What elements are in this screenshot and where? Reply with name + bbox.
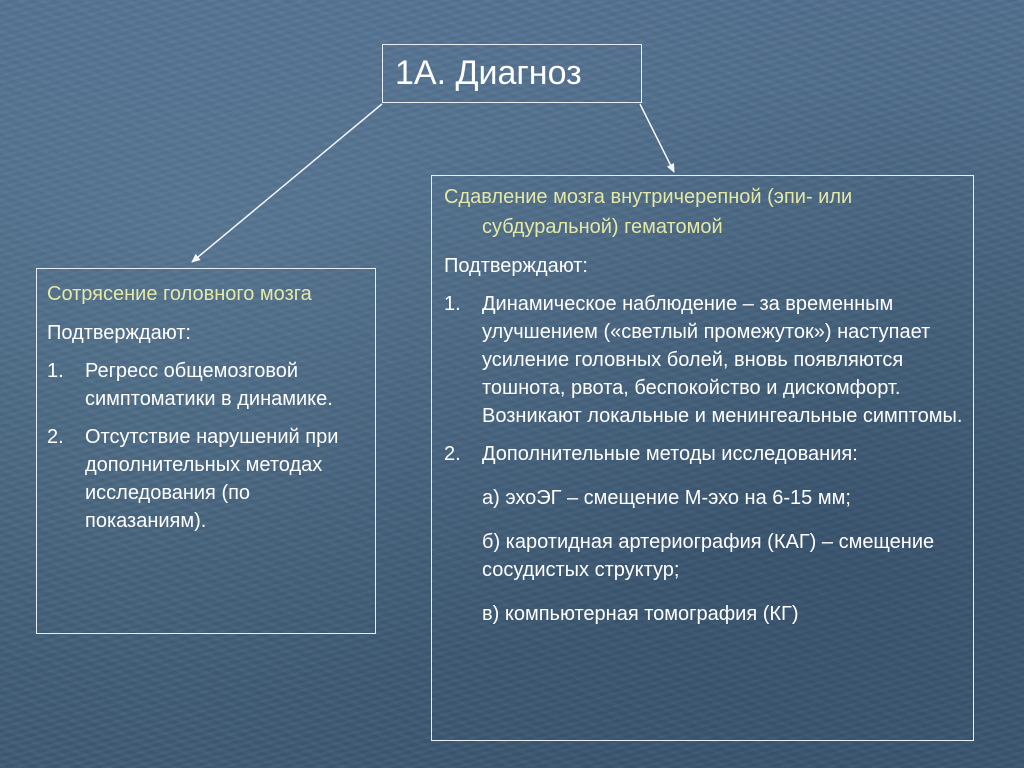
- list-item-text: Дополнительные методы исследования:: [482, 443, 858, 465]
- compression-confirm-label: Подтверждают:: [444, 255, 588, 277]
- sub-item-angiography: б) каротидная артериография (КАГ) – смещение сосудистых структур;: [482, 531, 935, 581]
- arrow-to-concussion: [192, 104, 382, 262]
- concussion-heading: Сотрясение головного мозга: [47, 283, 312, 305]
- list-item-number: 2.: [47, 426, 64, 448]
- concussion-box: [36, 268, 376, 634]
- list-item-number: 1.: [444, 293, 461, 315]
- arrow-to-compression: [640, 104, 674, 172]
- page-title: 1А. Диагноз: [395, 54, 582, 92]
- list-item: [47, 423, 367, 535]
- concussion-confirm-label: Подтверждают:: [47, 322, 191, 344]
- list-item-text: Отсутствие нарушений при дополнительных методах исследования (по показаниям).: [85, 426, 339, 532]
- list-item: [444, 290, 965, 430]
- compression-heading: Сдавление мозга внутричерепной (эпи- или субдуральной) гематомой: [444, 186, 853, 238]
- title-box: [382, 44, 642, 103]
- list-item-text: Динамическое наблюдение – за временным улучшением («светлый промежуток») наступает усиление головных болей, вновь появляются тошнота, рвота, беспокойство и дискомфорт. Возникают локальные и менингеальные симптомы.: [482, 293, 963, 427]
- list-item: [444, 440, 965, 468]
- list-item-number: 2.: [444, 443, 461, 465]
- sub-item-echo: а) эхоЭГ – смещение М-эхо на 6-15 мм;: [482, 487, 851, 509]
- list-item-number: 1.: [47, 360, 64, 382]
- sub-item-ct: в) компьютерная томография (КГ): [482, 603, 799, 625]
- compression-box: [431, 175, 974, 741]
- list-item: [47, 357, 367, 413]
- list-item-text: Регресс общемозговой симптоматики в динамике.: [85, 360, 333, 410]
